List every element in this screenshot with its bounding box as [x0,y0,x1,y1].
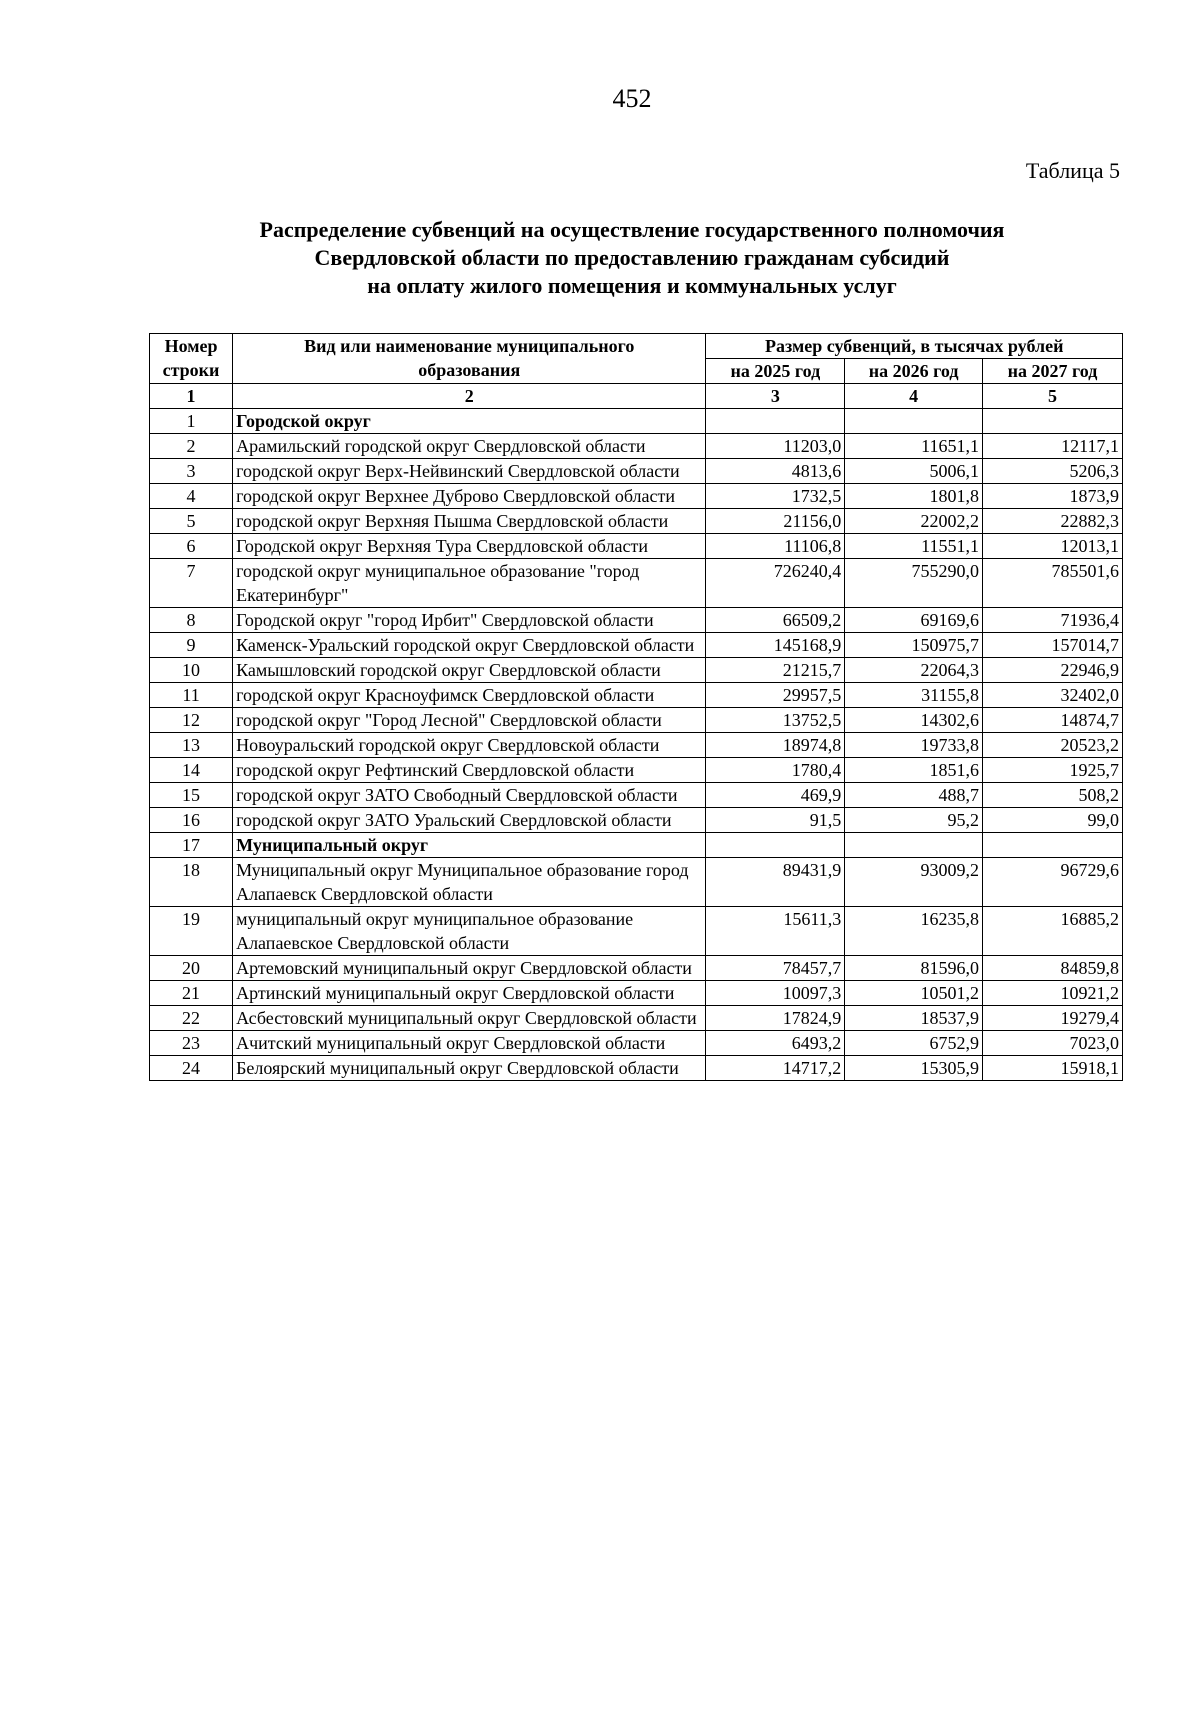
title-line: Свердловской области по предоставлению гражданам субсидий [314,245,950,270]
header-year-2027: на 2027 год [983,359,1123,384]
value-2025-cell: 21156,0 [706,509,845,534]
municipality-name-cell: Ачитский муниципальный округ Свердловской области [233,1031,706,1056]
value-2027-cell: 508,2 [983,783,1123,808]
value-2027-cell: 14874,7 [983,708,1123,733]
value-2027-cell: 157014,7 [983,633,1123,658]
value-2025-cell [706,409,845,434]
header-amount: Размер субвенций, в тысячах рублей [706,334,1123,359]
table-row [150,608,1123,633]
table-row [150,633,1123,658]
header-row-number-line: Номер [164,336,218,356]
value-2026-cell: 11551,1 [845,534,983,559]
municipality-name-cell: Артинский муниципальный округ Свердловской области [233,981,706,1006]
row-number-cell: 24 [150,1056,233,1081]
municipality-name-cell: Белоярский муниципальный округ Свердловской области [233,1056,706,1081]
row-number-cell: 14 [150,758,233,783]
row-number-cell: 21 [150,981,233,1006]
value-2027-cell: 12013,1 [983,534,1123,559]
row-number-cell: 12 [150,708,233,733]
value-2025-cell: 1732,5 [706,484,845,509]
row-number-cell: 9 [150,633,233,658]
row-number-cell: 22 [150,1006,233,1031]
row-number-cell: 18 [150,858,233,907]
municipality-name-cell: Городской округ "город Ирбит" Свердловской области [233,608,706,633]
municipality-name-cell: муниципальный округ муниципальное образование Алапаевское Свердловской области [233,907,706,956]
value-2025-cell: 145168,9 [706,633,845,658]
value-2027-cell: 785501,6 [983,559,1123,608]
column-number: 1 [150,384,233,409]
value-2026-cell: 16235,8 [845,907,983,956]
value-2026-cell: 69169,6 [845,608,983,633]
municipality-name-cell: городской округ Верхнее Дуброво Свердловской области [233,484,706,509]
value-2026-cell: 10501,2 [845,981,983,1006]
section-row [150,409,1123,434]
table-body [150,409,1123,1081]
value-2025-cell: 11106,8 [706,534,845,559]
value-2025-cell: 4813,6 [706,459,845,484]
value-2027-cell: 71936,4 [983,608,1123,633]
row-number-cell: 7 [150,559,233,608]
value-2025-cell: 10097,3 [706,981,845,1006]
value-2026-cell: 5006,1 [845,459,983,484]
table-row [150,981,1123,1006]
row-number-cell: 5 [150,509,233,534]
value-2025-cell: 18974,8 [706,733,845,758]
table-row [150,434,1123,459]
value-2026-cell: 6752,9 [845,1031,983,1056]
municipality-name-cell: Городской округ [233,409,706,434]
value-2026-cell: 22064,3 [845,658,983,683]
title-line: на оплату жилого помещения и коммунальных услуг [367,273,897,298]
value-2027-cell: 22882,3 [983,509,1123,534]
section-row [150,833,1123,858]
municipality-name-cell: Арамильский городской округ Свердловской области [233,434,706,459]
row-number-cell: 1 [150,409,233,434]
header-year-2026: на 2026 год [845,359,983,384]
value-2025-cell: 11203,0 [706,434,845,459]
value-2027-cell: 32402,0 [983,683,1123,708]
value-2026-cell: 11651,1 [845,434,983,459]
column-number: 5 [983,384,1123,409]
value-2025-cell: 21215,7 [706,658,845,683]
row-number-cell: 19 [150,907,233,956]
row-number-cell: 8 [150,608,233,633]
value-2027-cell: 5206,3 [983,459,1123,484]
row-number-cell: 13 [150,733,233,758]
municipality-name-cell: Муниципальный округ Муниципальное образование город Алапаевск Свердловской области [233,858,706,907]
row-number-cell: 11 [150,683,233,708]
header-municipality-name [233,334,706,384]
table-row [150,534,1123,559]
table-row [150,858,1123,907]
table-row [150,907,1123,956]
value-2025-cell: 1780,4 [706,758,845,783]
value-2025-cell: 14717,2 [706,1056,845,1081]
municipality-name-cell: Асбестовский муниципальный округ Свердловской области [233,1006,706,1031]
row-number-cell: 20 [150,956,233,981]
row-number-cell: 10 [150,658,233,683]
value-2026-cell [845,409,983,434]
municipality-name-cell: городской округ Верхняя Пышма Свердловской области [233,509,706,534]
municipality-name-cell: городской округ Красноуфимск Свердловской области [233,683,706,708]
municipality-name-cell: городской округ Рефтинский Свердловской области [233,758,706,783]
header-row-number [150,334,233,384]
column-number: 4 [845,384,983,409]
municipality-name-cell: городской округ ЗАТО Свободный Свердловской области [233,783,706,808]
table-row [150,509,1123,534]
table-row [150,956,1123,981]
value-2025-cell: 726240,4 [706,559,845,608]
value-2025-cell: 17824,9 [706,1006,845,1031]
row-number-cell: 2 [150,434,233,459]
table-row [150,783,1123,808]
value-2026-cell: 19733,8 [845,733,983,758]
value-2026-cell: 755290,0 [845,559,983,608]
page-number: 452 [612,84,652,113]
municipality-name-cell: городской округ Верх-Нейвинский Свердловской области [233,459,706,484]
row-number-cell: 3 [150,459,233,484]
table-row [150,758,1123,783]
value-2026-cell: 1801,8 [845,484,983,509]
value-2025-cell: 91,5 [706,808,845,833]
value-2027-cell: 96729,6 [983,858,1123,907]
value-2026-cell: 488,7 [845,783,983,808]
table-label: Таблица 5 [1025,158,1120,183]
municipality-name-cell: Камышловский городской округ Свердловской области [233,658,706,683]
row-number-cell: 6 [150,534,233,559]
table-row [150,733,1123,758]
value-2026-cell: 95,2 [845,808,983,833]
value-2025-cell: 29957,5 [706,683,845,708]
value-2025-cell: 15611,3 [706,907,845,956]
municipality-name-cell: городской округ "Город Лесной" Свердловской области [233,708,706,733]
value-2027-cell: 15918,1 [983,1056,1123,1081]
subventions-table [149,333,1123,1081]
value-2026-cell: 31155,8 [845,683,983,708]
row-number-cell: 16 [150,808,233,833]
value-2026-cell: 1851,6 [845,758,983,783]
value-2025-cell: 13752,5 [706,708,845,733]
table-row [150,1031,1123,1056]
row-number-cell: 15 [150,783,233,808]
municipality-name-cell: городской округ муниципальное образование "город Екатеринбург" [233,559,706,608]
value-2027-cell: 19279,4 [983,1006,1123,1031]
row-number-cell: 23 [150,1031,233,1056]
table-row [150,708,1123,733]
municipality-name-cell: Каменск-Уральский городской округ Свердловской области [233,633,706,658]
value-2027-cell: 7023,0 [983,1031,1123,1056]
value-2027-cell: 10921,2 [983,981,1123,1006]
value-2026-cell [845,833,983,858]
value-2027-cell: 20523,2 [983,733,1123,758]
value-2027-cell: 1873,9 [983,484,1123,509]
value-2026-cell: 81596,0 [845,956,983,981]
column-number: 3 [706,384,845,409]
value-2025-cell [706,833,845,858]
value-2026-cell: 18537,9 [845,1006,983,1031]
table-row [150,484,1123,509]
value-2027-cell: 1925,7 [983,758,1123,783]
table-row [150,1006,1123,1031]
value-2025-cell: 66509,2 [706,608,845,633]
value-2025-cell: 6493,2 [706,1031,845,1056]
table-row [150,808,1123,833]
value-2027-cell: 12117,1 [983,434,1123,459]
value-2027-cell [983,833,1123,858]
table-row [150,683,1123,708]
municipality-name-cell: Новоуральский городской округ Свердловской области [233,733,706,758]
municipality-name-cell: городской округ ЗАТО Уральский Свердловской области [233,808,706,833]
value-2027-cell: 16885,2 [983,907,1123,956]
value-2026-cell: 14302,6 [845,708,983,733]
table-row [150,1056,1123,1081]
header-name-line: образования [418,360,521,380]
value-2027-cell: 84859,8 [983,956,1123,981]
municipality-name-cell: Муниципальный округ [233,833,706,858]
table-row [150,658,1123,683]
column-number: 2 [233,384,706,409]
header-row-number-line: строки [162,360,220,380]
value-2027-cell: 99,0 [983,808,1123,833]
row-number-cell: 4 [150,484,233,509]
table-row [150,559,1123,608]
value-2026-cell: 15305,9 [845,1056,983,1081]
municipality-name-cell: Городской округ Верхняя Тура Свердловской области [233,534,706,559]
document-title [150,216,1114,300]
value-2027-cell: 22946,9 [983,658,1123,683]
value-2027-cell [983,409,1123,434]
row-number-cell: 17 [150,833,233,858]
header-year-2025: на 2025 год [706,359,845,384]
column-numbers-row [150,384,1123,409]
value-2025-cell: 469,9 [706,783,845,808]
municipality-name-cell: Артемовский муниципальный округ Свердловской области [233,956,706,981]
value-2026-cell: 22002,2 [845,509,983,534]
header-name-line: Вид или наименование муниципального [304,336,635,356]
title-line: Распределение субвенций на осуществление государственного полномочия [259,217,1005,242]
value-2026-cell: 93009,2 [845,858,983,907]
value-2025-cell: 89431,9 [706,858,845,907]
table-row [150,459,1123,484]
value-2025-cell: 78457,7 [706,956,845,981]
value-2026-cell: 150975,7 [845,633,983,658]
